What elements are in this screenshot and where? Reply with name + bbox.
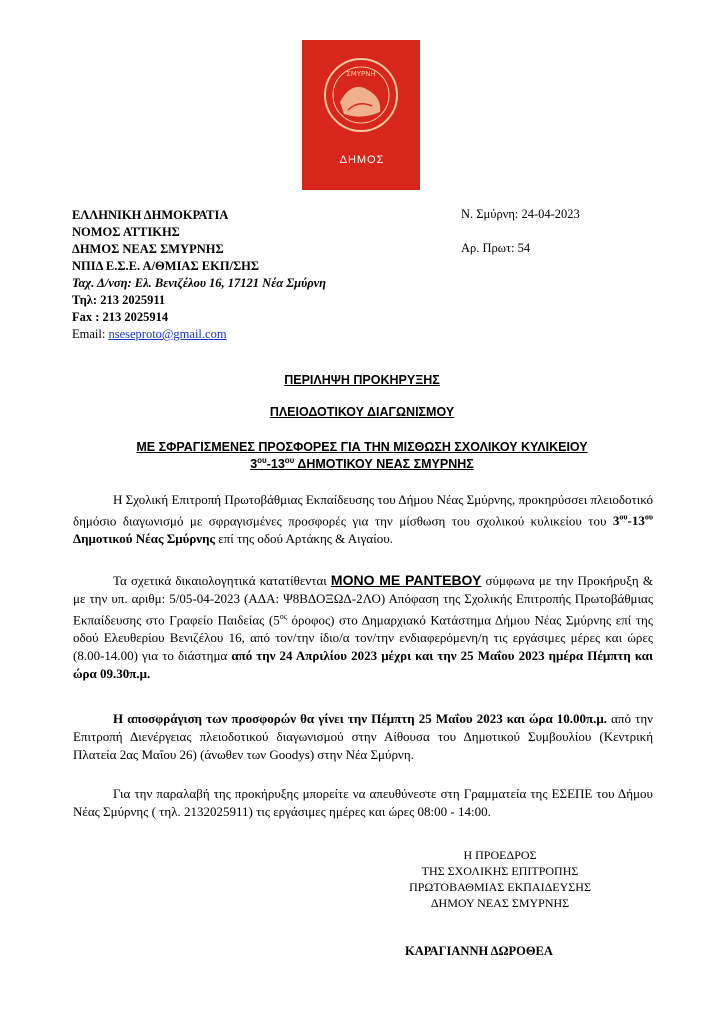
header-line-1: ΕΛΛΗΝΙΚΗ ΔΗΜΟΚΡΑΤΙΑ: [72, 208, 229, 222]
signature-line-3: ΠΡΩΤΟΒΑΘΜΙΑΣ ΕΚΠΑΙΔΕΥΣΗΣ: [409, 880, 591, 894]
signature-line-4: ΔΗΜΟΥ ΝΕΑΣ ΣΜΥΡΝΗΣ: [430, 896, 570, 910]
date-line: Ν. Σμύρνη: 24-04-2023: [461, 207, 580, 221]
fax-line: Fax : 213 2025914: [72, 310, 169, 324]
logo-caption-top: ΔΗΜΟΣ: [339, 154, 385, 166]
municipality-logo: [302, 40, 420, 190]
header-line-3: ΔΗΜΟΣ ΝΕΑΣ ΣΜΥΡΝΗΣ: [72, 242, 224, 256]
address-line: Ταχ. Δ/νση: Ελ. Βενιζέλου 16, 17121 Νέα Σμύρνη: [72, 276, 327, 290]
title-sealed-offers: ΜΕ ΣΦΡΑΓΙΣΜΕΝΕΣ ΠΡΟΣΦΟΡΕΣ ΓΙΑ ΤΗΝ ΜΙΣΘΩΣΗ ΣΧΟΛΙΚΟΥ ΚΥΛΙΚΕΙΟΥ: [136, 440, 588, 454]
title-tender: ΠΛΕΙΟΔΟΤΙΚΟΥ ΔΙΑΓΩΝΙΣΜΟΥ: [269, 405, 455, 419]
email-line: [72, 326, 326, 343]
signature-line-1: Η ΠΡΟΕΔΡΟΣ: [463, 848, 537, 862]
signatory-name: ΚΑΡΑΓΙΑΝΝΗ ΔΩΡΟΘΕΑ: [405, 944, 553, 958]
protocol-number: Αρ. Πρωτ: 54: [461, 241, 531, 255]
email-link[interactable]: nseseproto@gmail.com: [108, 327, 227, 341]
phone-line: Τηλ: 213 2025911: [72, 293, 166, 307]
paragraph-2: Τα σχετικά δικαιολογητικά κατατίθενται ΜΟΝΟ ΜΕ ΡΑΝΤΕΒΟΥ σύμφωνα με την Προκήρυξη & με την υπ. αριθμ: 5/05-04-2023 (ΑΔΑ: Ψ8ΒΔΟΞΩΔ-2ΛΟ) Απόφαση της Σχολικής Επιτροπής Πρωτοβάθμιας Εκπαίδευσης στο Γραφείο Παιδείας ($5^{o\varsigma}$ όροφος) στο Δημαρχιακό Κατάστημα Δήμου Νέας Σμύρνης επί της οδού Ελευθερίου Βενιζέλου 16, από τον/την ίδιο/α τον/την ενδιαφερόμενη/η τις εργάσιμες μέρες και ώρες (8.00-14.00) για το διάστημα από την 24 Απριλίου 2023 μέχρι και την 25 Μαΐου 2023 ημέρα Πέμπτη και ώρα 09.30π.μ.: [73, 572, 653, 682]
header-line-2: ΝΟΜΟΣ ΑΤΤΙΚΗΣ: [72, 225, 180, 239]
signature-block: [360, 847, 640, 911]
sender-block: [72, 207, 326, 343]
paragraph-1: Η Σχολική Επιτροπή Πρωτοβάθμιας Εκπαίδευσης του Δήμου Νέας Σμύρνης, προκηρύσσει πλειοδοτικό δημόσιο διαγωνισμό με σφραγισμένες προσφορές για την μίσθωση του σχολικού κυλικείου του $3^{o\upsilon}-13^{o\upsilon}$ Δημοτικού Νέας Σμύρνης επί της οδού Αρτάκης & Αιγαίου.: [73, 492, 653, 547]
email-label: Email:: [72, 327, 109, 341]
appointment-only: ΜΟΝΟ ΜΕ ΡΑΝΤΕΒΟΥ: [330, 572, 482, 588]
header-line-4: ΝΠΙΔ Ε.Σ.Ε. Α/ΘΜΙΑΣ ΕΚΠ/ΣΗΣ: [72, 259, 260, 273]
title-summary: ΠΕΡΙΛΗΨΗ ΠΡΟΚΗΡΥΞΗΣ: [284, 373, 440, 387]
title-school: $3^{o\upsilon}-13^{o\upsilon}$ ΔΗΜΟΤΙΚΟΥ ΝΕΑΣ ΣΜΥΡΝΗΣ: [250, 456, 474, 472]
logo-caption-bottom: ΝΕΑΣ ΣΜΥΡΝΗΣ: [307, 170, 417, 186]
svg-text:ΣΜΥΡΝΗ: ΣΜΥΡΝΗ: [346, 70, 376, 78]
paragraph-4: Για την παραλαβή της προκήρυξης μπορείτε να απευθύνεστε στη Γραμματεία της ΕΣΕΠΕ του Δήμου Νέας Σμύρνης ( τηλ. 2132025911) τις εργάσιμες ημέρες και ώρες 08:00 - 14:00.: [73, 786, 653, 819]
municipality-seal-icon: [302, 40, 420, 190]
signature-line-2: ΤΗΣ ΣΧΟΛΙΚΗΣ ΕΠΙΤΡΟΠΗΣ: [421, 864, 579, 878]
paragraph-3: Η αποσφράγιση των προσφορών θα γίνει την Πέμπτη 25 Μαΐου 2023 και ώρα 10.00π.μ. από την Επιτροπή Διενέργειας πλειοδοτικού διαγωνισμού στην Αίθουσα του Δημοτικού Συμβουλίου (Κεντρική Πλατεία 2ας Μαΐου 26) (άνωθεν των Goodys) στην Νέα Σμύρνη.: [73, 711, 653, 762]
